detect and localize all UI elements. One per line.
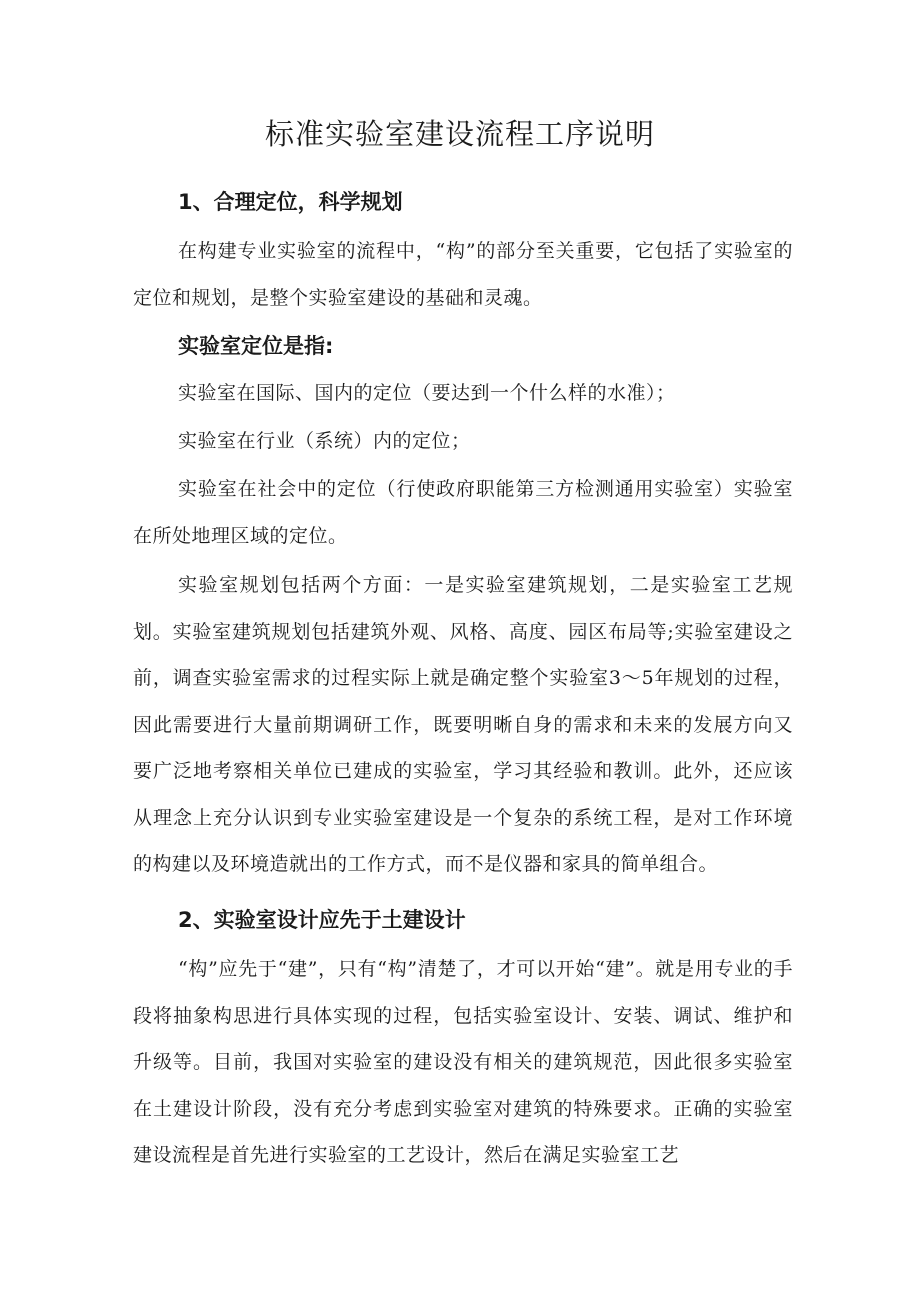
positioning-point-1: 实验室在国际、国内的定位（要达到一个什么样的水准）； xyxy=(178,382,676,404)
section-1-subheading: 实验室定位是指: xyxy=(178,334,334,358)
document-title: 标准实验室建设流程工序说明 xyxy=(264,117,655,151)
section-1-closing-paragraph: 实验室规划包括两个方面：一是实验室建筑规划，二是实验室工艺规划。实验室建筑规划包括建筑外观、风格、高度、园区布局等;实验室建设之前，调查实验室需求的过程实际上就是确定整个实验室3～5年规划的过程，因此需要进行大量前期调研工作，既要明晰自身的需求和未来的发展方向又要广泛地考察相关单位已建成的实验室，学习其经验和教训。此外，还应该从理念上充分认识到专业实验室建设是一个复杂的系统工程，是对工作环境的构建以及环境造就出的工作方式，而不是仪器和家具的简单组合。 xyxy=(133,574,793,875)
section-1-heading: 1、合理定位，科学规划 xyxy=(178,190,403,214)
section-2-heading: 2、实验室设计应先于土建设计 xyxy=(178,908,466,932)
section-2-paragraph: “构”应先于“建”，只有“构”清楚了，才可以开始“建”。就是用专业的手段将抽象构思进行具体实现的过程，包括实验室设计、安装、调试、维护和升级等。目前，我国对实验室的建设没有相关的建筑规范，因此很多实验室在土建设计阶段，没有充分考虑到实验室对建筑的特殊要求。正确的实验室建设流程是首先进行实验室的工艺设计，然后在满足实验室工艺 xyxy=(133,958,793,1166)
section-1-paragraph: 在构建专业实验室的流程中，“构”的部分至关重要，它包括了实验室的定位和规划，是整个实验室建设的基础和灵魂。 xyxy=(133,240,793,309)
positioning-point-3: 实验室在社会中的定位（行使政府职能第三方检测通用实验室）实验室在所处地理区域的定位。 xyxy=(133,478,793,547)
positioning-point-2: 实验室在行业（系统）内的定位； xyxy=(178,430,471,452)
